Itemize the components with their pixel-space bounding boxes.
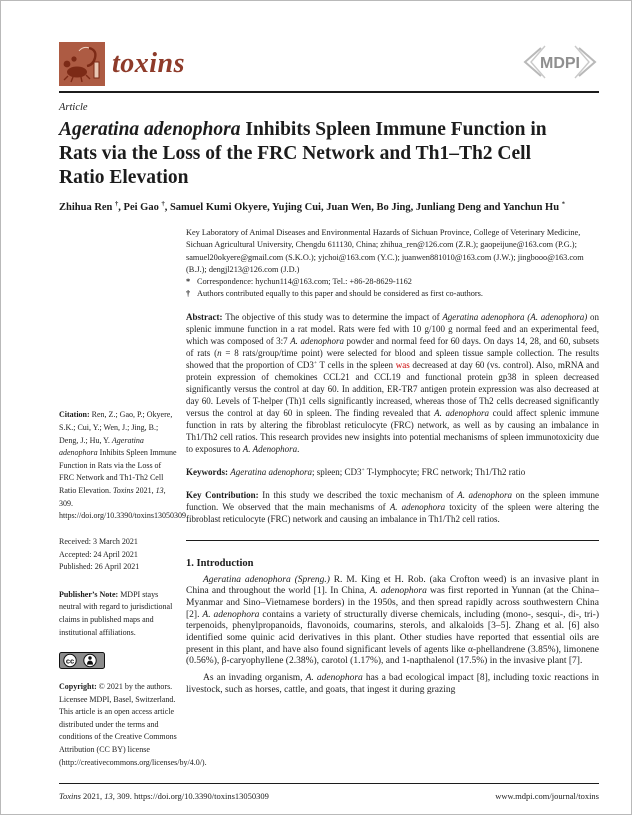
- equal-contribution-marker: †: [186, 288, 191, 298]
- scorpion-logo-icon: [59, 42, 105, 86]
- key-contribution: Key Contribution: In this study we described the toxic mechanism of A. adenophora on the spleen immune function. We observed that the main mechanisms of A. adenophora toxicity of the spleen were altering the fibroblast reticulocyte (FRC) network and causing an imbalance in Th1/Th2 cell ratios.: [186, 489, 600, 524]
- equal-contribution-text: Authors contributed equally to this paper and should be considered as first co-authors.: [197, 288, 483, 298]
- margin-column: [59, 227, 207, 769]
- abstract: Abstract: The objective of this study was to determine the impact of Ageratina adenophora (A. adenophora) on splenic immune function in a rat model. Rats were fed with 10 g/100 g normal feed and an experimental feed, which was composed of 3:7 A. adenophora powder and normal feed for 60 days. On days 14, 28, and 60, subsets of rats (n = 8 rats/group/time point) were selected for blood and spleen tissue sample collection. The results showed that the proportion of CD3+ T cells in the spleen was decreased at day 60 (vs. control). Also, mRNA and protein expression of chemokines CCL21 and CCL19 and functional protein gp38 in spleen decreased significantly versus the control at day 60. In addition, ER-TR7 antigen protein expression was also decreased at day 60. Levels of T-helper (Th)1 cells significantly increased, whereas those of Th2 cells decreased significantly versus the control at day 60 in spleen. The finding revealed that A. adenophora could affect splenic immune function in rats by altering the fibroblast reticulocyte (FRC) network, as well as by causing an imbalance in Th1/Th2 cell ratios. This research provides new insights into potential mechanisms of spleen immunotoxicity due to exposures to A. Adenophora.: [186, 312, 600, 454]
- copyright-block: Copyright: © 2021 by the authors. Licensee MDPI, Basel, Switzerland. This article is an open access article distributed under the terms and conditions of the Creative Commons Attribution (CC BY) license (http://creativecommons.org/licenses/by/4.0/).: [59, 681, 207, 767]
- paper-title: Ageratina adenophora Inhibits Spleen Immune Function in Rats via the Loss of the FRC Network and Th1–Th2 Cell Ratio Elevation: [59, 119, 547, 188]
- journal-brand: [59, 42, 185, 86]
- received-date: Received: 3 March 2021: [59, 536, 138, 546]
- accepted-date: Accepted: 24 April 2021: [59, 549, 138, 559]
- affiliation-text: Key Laboratory of Animal Diseases and Environmental Hazards of Sichuan Province, College of Veterinary Medicine, Sichuan Agricultural University, Chengdu 611130, China; zhihua_ren@126.com (Z.R.); gaopeijune@163.com (P.G.); samuel20okyere@gmail.com (S.K.O.); yjchoi@163.com (Y.C.); juanwen881010@163.com (J.W.); jingbooo@163.com (B.J.); dengjl213@126.com (J.D.): [186, 228, 584, 274]
- keywords: Keywords: Ageratina adenophora; spleen; CD3+ T-lymphocyte; FRC network; Th1/Th2 ratio: [186, 466, 526, 477]
- header-rule: [59, 91, 599, 93]
- history-dates: [59, 536, 177, 574]
- mdpi-logo-icon: [521, 44, 599, 85]
- page-footer: [59, 783, 599, 801]
- intro-paragraph-2: As an invading organism, A. adenophora has a bad ecological impact [8], including toxic reactions in livestock, such as horses, cattle, and goats, that ingest it during grazing: [186, 672, 599, 695]
- author-list: Zhihua Ren †, Pei Gao †, Samuel Kumi Okyere, Yujing Cui, Juan Wen, Bo Jing, Junliang Deng and Yanchun Hu *: [59, 200, 565, 214]
- footer-citation: Toxins 2021, 13, 309. https://doi.org/10.3390/toxins13050309: [59, 791, 269, 801]
- svg-text:MDPI: MDPI: [540, 54, 580, 72]
- equal-contribution-line: [186, 288, 599, 300]
- publisher-note: Publisher’s Note: MDPI stays neutral with regard to jurisdictional claims in published maps and institutional affiliations.: [59, 589, 173, 637]
- intro-paragraph-1: Ageratina adenophora (Spreng.) R. M. King et H. Rob. (aka Crofton weed) is an invasive plant in China and throughout the world [1]. In China, A. adenophora was first reported in Yunnan (at the China–Myanmar and Sino–Vietnamese borders) in the 1950s, and then spread rapidly across southwestern China [2]. A. adenophora contains a variety of structurally diverse chemicals, including (mono-, sesqui-, di-, tri-) terpenoids, phenylpropanoids, flavonoids, coumarins, sterols, and alkaloids [3–5]. Zhang et al. [6] also identified some quinic acid derivatives in this plant. Other studies have reported that essential oils are present in this plant, and have also found significant levels of agents like α-phellandrene (3.85%), limonene (0.56%), β-caryophyllene (2.38%), carotol (1.17%), and 1-napthalenol (17.5%) in the invasive plant [7].: [186, 574, 600, 667]
- section-rule: [186, 540, 599, 541]
- correspondence-text: Correspondence: hychun114@163.com; Tel.: +86-28-8629-1162: [197, 276, 412, 286]
- published-date: Published: 26 April 2021: [59, 562, 140, 572]
- article-type-label: Article: [59, 102, 88, 113]
- footer-rule: [59, 783, 599, 784]
- correspondence-line: [186, 276, 599, 288]
- cc-by-license-icon: [59, 652, 177, 674]
- journal-header: [59, 41, 599, 87]
- citation-block: Citation: Ren, Z.; Gao, P.; Okyere, S.K.; Cui, Y.; Wen, J.; Jing, B.; Deng, J.; Hu, Y. Ageratina adenophora Inhibits Spleen Immune Function in Rats via the Loss of FRC Network and Th1-Th2 Cell Ratio Elevation. Toxins 2021, 13, 309. https://doi.org/10.3390/toxins13050309: [59, 410, 186, 521]
- affiliation-block: [186, 227, 599, 300]
- body-columns: [59, 227, 599, 769]
- main-column: [186, 227, 599, 769]
- section-heading-introduction: 1. Introduction: [186, 557, 254, 569]
- footer-journal-url: www.mdpi.com/journal/toxins: [495, 791, 599, 801]
- correspondence-marker: *: [186, 276, 191, 286]
- svg-text:cc: cc: [65, 656, 75, 666]
- journal-name: toxins: [112, 48, 186, 79]
